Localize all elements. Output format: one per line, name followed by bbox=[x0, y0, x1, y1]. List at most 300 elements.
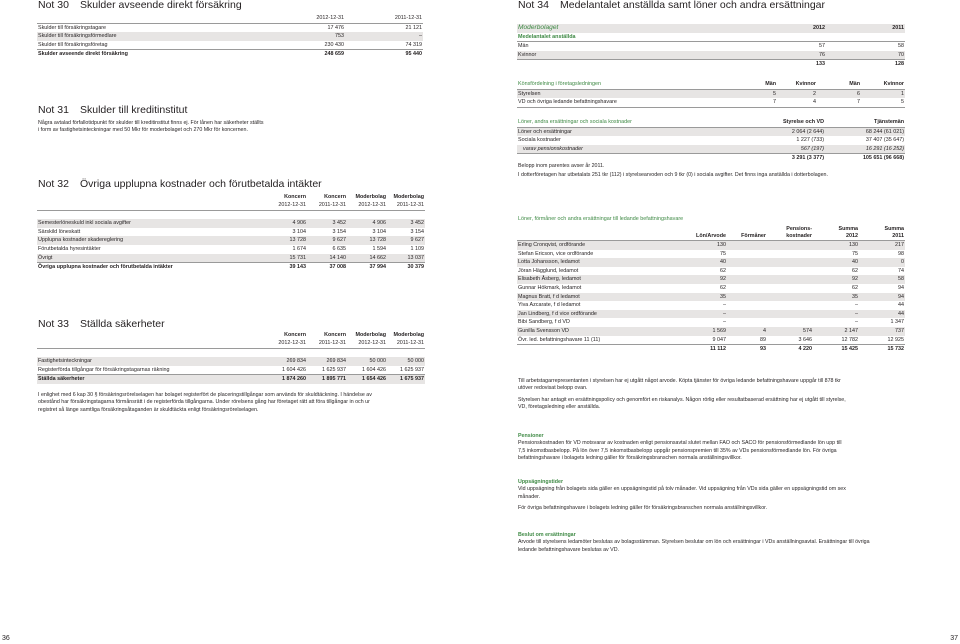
text-line: Till arbetstagarrepresentanten i styrelsen har ej utgått något arvode. Köpta tjänster för övriga ledande befattningshavare uppgår till 878 tkr bbox=[518, 378, 841, 384]
cell bbox=[727, 318, 767, 327]
table-header bbox=[37, 194, 425, 201]
table-row bbox=[37, 219, 425, 228]
table-header bbox=[517, 80, 905, 89]
cell: 1 674 bbox=[292, 245, 306, 252]
cell: 6 635 bbox=[332, 245, 346, 252]
header-cell bbox=[517, 233, 667, 241]
cell: 0 bbox=[859, 258, 905, 267]
cell bbox=[767, 258, 813, 267]
note33-text bbox=[38, 392, 458, 414]
table-row bbox=[37, 357, 425, 366]
header-cell: 2011 bbox=[826, 24, 905, 33]
cell: 39 143 bbox=[289, 264, 306, 271]
cell: 37 994 bbox=[369, 264, 386, 271]
cell: 1 109 bbox=[410, 245, 424, 252]
header-cell: Könsfördelning i företagsledningen bbox=[517, 80, 737, 89]
cell: 567 (197) bbox=[737, 145, 825, 154]
cell: 62 bbox=[720, 267, 726, 274]
row-label: VD och övriga ledande befattningshavare bbox=[517, 98, 737, 107]
page-number: 37 bbox=[950, 635, 958, 642]
note30-heading bbox=[38, 0, 242, 11]
row-label: Övr. led. befattningshavare 11 (11) bbox=[517, 336, 667, 345]
row-label: Gunnar Hökmark, ledamot bbox=[518, 284, 582, 291]
header-cell: Koncern bbox=[284, 194, 306, 200]
cell: 1 bbox=[861, 89, 905, 98]
cell bbox=[767, 267, 813, 276]
cell: 14 662 bbox=[347, 254, 387, 263]
cell: 4 bbox=[727, 327, 767, 336]
header-cell: 2012-12-31 bbox=[347, 339, 387, 348]
cell: 40 bbox=[813, 258, 859, 267]
table-total-row bbox=[37, 50, 423, 59]
cell: 3 104 bbox=[372, 228, 386, 235]
header-cell: Lön/Arvode bbox=[667, 233, 727, 241]
cell: 269 834 bbox=[267, 357, 307, 366]
cell bbox=[727, 293, 767, 302]
cell: 130 bbox=[667, 241, 727, 250]
text-line: Belopp inom parentes avser år 2011. bbox=[518, 163, 605, 169]
text-line: obestånd har försäkringstagarna förmånsrätt i de registerförda tillgångarna. Under rörelsens gång har företaget rätt att föra tillgångar in och ur bbox=[38, 399, 370, 406]
table-row bbox=[517, 275, 905, 284]
table-total-row bbox=[517, 60, 905, 69]
note33-number: Not 33 bbox=[38, 318, 69, 330]
header-cell: 2011-12-31 bbox=[387, 339, 425, 348]
note31-title: Skulder till kreditinstitut bbox=[80, 104, 188, 116]
header-cell: Moderbolag bbox=[393, 332, 424, 338]
cell: 7 bbox=[737, 98, 777, 107]
text-line: Arvode till styrelsens ledamöter beslutas av bolagsstämman. Styrelsen beslutar om lön och ersättningar i VDs anställningsavtal. Ersättningar till övriga bbox=[518, 539, 870, 546]
table-row bbox=[517, 89, 905, 98]
text-line: Vid uppsägning från bolagets sida gäller en uppsägningstid på tolv månader. Vid uppsägning från VDs sida gäller en uppsägningstid om sex bbox=[518, 486, 846, 493]
header-cell: 2012-12-31 bbox=[267, 201, 307, 210]
cell: 9 627 bbox=[307, 236, 347, 245]
cell: 11 112 bbox=[710, 346, 726, 353]
cell: 3 104 bbox=[292, 228, 306, 235]
pay-title: Löner, förmåner och andra ersättningar till ledande befattningshavare bbox=[518, 216, 684, 222]
header-cell: Förmåner bbox=[727, 233, 767, 241]
row-label: Skulder till försäkringsföretag bbox=[37, 41, 267, 50]
cell: 50 000 bbox=[347, 357, 387, 366]
text-line: befattningshavare i bolagets ledning gäller för försäkringsbranschen normala anställningsvillkor. bbox=[518, 455, 742, 462]
row-label bbox=[517, 60, 747, 69]
header-cell bbox=[37, 201, 267, 210]
header-cell: 2012-12-31 bbox=[267, 14, 345, 23]
header-cell bbox=[37, 14, 267, 23]
cell: 68 244 (61 021) bbox=[825, 127, 905, 136]
table-total-row bbox=[517, 345, 905, 354]
pay-table bbox=[517, 226, 905, 354]
header-cell: Kvinnor bbox=[861, 80, 905, 89]
table-row bbox=[517, 318, 905, 327]
text-line: Några avtalad förfallotidpunkt för skulder till kreditinstitut finns ej. För lånen har säkerheter ställts bbox=[38, 120, 264, 126]
cell: 1 227 (733) bbox=[796, 137, 824, 144]
section-heading: Beslut om ersättningar bbox=[518, 532, 576, 538]
decision-section bbox=[518, 532, 938, 554]
cell: 12 782 bbox=[813, 336, 859, 345]
cell: 35 bbox=[813, 293, 859, 302]
header-cell: Män bbox=[737, 80, 777, 89]
cell: 37 407 (35 647) bbox=[865, 137, 904, 144]
cell: 75 bbox=[852, 250, 858, 257]
cell: 1 895 771 bbox=[307, 375, 347, 384]
row-label: Gunilla Svensson VD bbox=[517, 327, 667, 336]
row-label: Semesterlöneskuld inkl sociala avgifter bbox=[37, 219, 267, 228]
table-row bbox=[517, 327, 905, 336]
header-cell: Män bbox=[817, 80, 861, 89]
cell: 94 bbox=[898, 284, 904, 291]
row-label: Registerförda tillgångar för försäkringstagarnas räkning bbox=[37, 366, 267, 375]
text-line: utöver redovisat belopp ovan. bbox=[518, 385, 588, 392]
cell bbox=[727, 250, 767, 259]
row-label: Män bbox=[518, 43, 529, 50]
row-label: Jan Lindberg, f d vice ordförande bbox=[517, 310, 667, 319]
cell: 75 bbox=[720, 250, 726, 257]
table-total-row bbox=[517, 154, 905, 163]
header-cell: 2012-12-31 bbox=[347, 201, 387, 210]
table-row bbox=[517, 258, 905, 267]
cell bbox=[767, 250, 813, 259]
cell: 4 bbox=[777, 98, 817, 107]
cell: – bbox=[855, 319, 858, 326]
header-cell: Löner, andra ersättningar och sociala kostnader bbox=[517, 118, 737, 127]
cell: 21 121 bbox=[405, 24, 422, 31]
text-line: För övriga befattningshavare i bolagets ledning gäller för försäkringsbranschen normala anställningsvillkor. bbox=[518, 505, 768, 512]
row-label: Yiva Azcarate, f d ledamot bbox=[518, 302, 581, 309]
cell: 3 452 bbox=[307, 219, 347, 228]
cell: 133 bbox=[816, 61, 825, 68]
row-label: Jöran Hägglund, ledamot bbox=[518, 267, 579, 274]
cell: 3 291 (3 377) bbox=[791, 155, 824, 162]
table-row bbox=[517, 145, 905, 154]
cell: 1 604 426 bbox=[347, 366, 387, 375]
cell: 248 659 bbox=[324, 51, 344, 58]
row-label: varav pensionskostnader bbox=[517, 145, 737, 154]
note34-number: Not 34 bbox=[518, 0, 549, 11]
table-row bbox=[37, 23, 423, 32]
row-label: Skulder till försäkringstagare bbox=[38, 24, 107, 31]
table-row bbox=[37, 366, 425, 375]
section-label: Medelantalet anställda bbox=[517, 33, 905, 42]
salaries-table bbox=[517, 118, 905, 163]
cell: – bbox=[345, 32, 423, 41]
cell: 58 bbox=[898, 43, 904, 50]
cell: 4 906 bbox=[267, 219, 307, 228]
cell: 1 569 bbox=[667, 327, 727, 336]
cell bbox=[767, 310, 813, 319]
header-cell: Summa bbox=[838, 226, 858, 232]
cell: 70 bbox=[826, 51, 905, 60]
header-cell: 2011-12-31 bbox=[345, 14, 423, 23]
table-row bbox=[517, 293, 905, 302]
note30-title: Skulder avseende direkt försäkring bbox=[80, 0, 242, 11]
cell: 1 874 260 bbox=[267, 375, 307, 384]
cell: – bbox=[723, 302, 726, 309]
header-cell bbox=[37, 194, 267, 201]
cell: 7 bbox=[817, 98, 861, 107]
cell: – bbox=[723, 319, 726, 326]
cell: 37 008 bbox=[329, 264, 346, 271]
row-label: Elisabeth Åsberg, ledamot bbox=[517, 275, 667, 284]
text-line: i form av fastighetsinteckningar med 50 Mkr för moderbolaget och 270 Mkr för koncernen. bbox=[38, 127, 248, 134]
cell: 93 bbox=[760, 346, 766, 353]
table-row bbox=[517, 51, 905, 60]
row-label: Sociala kostnader bbox=[518, 137, 561, 144]
row-label: Övriga upplupna kostnader och förutbetalda intäkter bbox=[38, 264, 173, 271]
header-cell: 2012-12-31 bbox=[267, 339, 307, 348]
header-cell: Moderbolag bbox=[393, 194, 424, 200]
cell bbox=[767, 275, 813, 284]
note33-title: Ställda säkerheter bbox=[80, 318, 165, 330]
cell: 57 bbox=[819, 43, 825, 50]
text-line: registret så länge samtliga försäkringsåtaganden är skuldtäckta enligt försäkringsrörelselagen. bbox=[38, 406, 259, 413]
header-cell: Summa bbox=[884, 226, 904, 232]
page-number: 36 bbox=[2, 635, 10, 642]
cell: 15 732 bbox=[887, 346, 904, 353]
header-cell bbox=[667, 226, 727, 233]
note30-table bbox=[37, 14, 423, 59]
cell bbox=[767, 284, 813, 293]
header-cell: 2012 bbox=[747, 24, 826, 33]
header-cell: 2011 bbox=[859, 233, 905, 241]
cell: 130 bbox=[813, 241, 859, 250]
cell: 4 220 bbox=[798, 346, 812, 353]
table-header bbox=[37, 201, 425, 210]
row-label: Löner och ersättningar bbox=[517, 127, 737, 136]
row-label: Lotta Johansson, ledamot bbox=[517, 258, 667, 267]
note31-number: Not 31 bbox=[38, 104, 69, 116]
cell: 13 728 bbox=[347, 236, 387, 245]
table-row bbox=[517, 127, 905, 136]
cell: 95 440 bbox=[405, 51, 422, 58]
header-cell: Koncern bbox=[324, 194, 346, 200]
cell: 16 291 (16 252) bbox=[825, 145, 905, 154]
row-label: Kvinnor bbox=[517, 51, 747, 60]
cell: 3 154 bbox=[332, 228, 346, 235]
table-row bbox=[37, 254, 425, 263]
note34-title: Medelantalet anställda samt löner och andra ersättningar bbox=[560, 0, 825, 11]
row-label: Upplupna kostnader skadereglering bbox=[37, 236, 267, 245]
header-cell: Moderbolag bbox=[355, 194, 386, 200]
cell: 74 319 bbox=[345, 41, 423, 50]
cell bbox=[767, 241, 813, 250]
header-cell: 2011-12-31 bbox=[307, 201, 347, 210]
cell: 50 000 bbox=[387, 357, 425, 366]
header-cell: Moderbolag bbox=[355, 332, 386, 338]
cell: 58 bbox=[859, 275, 905, 284]
cell: 14 140 bbox=[307, 254, 347, 263]
note31-text bbox=[38, 120, 438, 135]
header-cell: Koncern bbox=[324, 332, 346, 338]
gender-table bbox=[517, 80, 905, 108]
cell: 1 347 bbox=[890, 319, 904, 326]
table-row bbox=[517, 98, 905, 107]
table-row bbox=[37, 228, 425, 237]
row-label: Övrigt bbox=[37, 254, 267, 263]
section-heading: Pensioner bbox=[518, 433, 544, 439]
cell: 5 bbox=[737, 89, 777, 98]
cell bbox=[727, 267, 767, 276]
table-header bbox=[37, 339, 425, 348]
table-row bbox=[517, 241, 905, 250]
header-cell: kostnader bbox=[767, 233, 813, 241]
cell: 76 bbox=[747, 51, 826, 60]
cell: – bbox=[667, 310, 727, 319]
cell: 3 154 bbox=[410, 228, 424, 235]
table-header bbox=[37, 14, 423, 23]
table-header bbox=[517, 233, 905, 241]
note33-table bbox=[37, 332, 425, 384]
header-cell bbox=[37, 339, 267, 348]
cell: 17 476 bbox=[327, 24, 344, 31]
cell: 230 430 bbox=[267, 41, 345, 50]
cell: 2 147 bbox=[813, 327, 859, 336]
table-row bbox=[517, 301, 905, 310]
table-row bbox=[517, 267, 905, 276]
cell: 15 731 bbox=[267, 254, 307, 263]
cell: 4 906 bbox=[347, 219, 387, 228]
cell: 217 bbox=[859, 241, 905, 250]
cell: 44 bbox=[859, 310, 905, 319]
cell: 2 bbox=[777, 89, 817, 98]
header-cell bbox=[517, 226, 667, 233]
cell: 1 604 426 bbox=[267, 366, 307, 375]
row-label bbox=[517, 154, 737, 163]
header-cell: Pensions- bbox=[786, 226, 812, 232]
note32-number: Not 32 bbox=[38, 178, 69, 190]
cell: 74 bbox=[898, 267, 904, 274]
cell: 1 675 937 bbox=[387, 375, 425, 384]
cell: 9 627 bbox=[387, 236, 425, 245]
cell: 62 bbox=[720, 284, 726, 291]
cell: 3 452 bbox=[387, 219, 425, 228]
cell: 6 bbox=[817, 89, 861, 98]
cell: 35 bbox=[667, 293, 727, 302]
note32-heading bbox=[38, 178, 322, 190]
row-label: Skulder till försäkringsförmedlare bbox=[37, 32, 267, 41]
pay-table-body bbox=[517, 241, 905, 354]
policy-text bbox=[518, 378, 938, 412]
employees-table bbox=[517, 24, 905, 69]
header-cell bbox=[37, 332, 267, 339]
cell: 30 379 bbox=[407, 264, 424, 271]
cell: 1 625 937 bbox=[307, 366, 347, 375]
cell: 94 bbox=[859, 293, 905, 302]
header-cell: 2011-12-31 bbox=[387, 201, 425, 210]
row-label: Erling Cronqvist, ordförande bbox=[517, 241, 667, 250]
note30-number: Not 30 bbox=[38, 0, 69, 11]
note34-heading bbox=[518, 0, 825, 11]
cell: 1 594 bbox=[372, 245, 386, 252]
table-row bbox=[37, 41, 423, 50]
row-label: Bibi Sandberg, f d VD bbox=[518, 319, 570, 326]
table-header bbox=[37, 332, 425, 339]
note32-title: Övriga upplupna kostnader och förutbetalda intäkter bbox=[80, 178, 322, 190]
salaries-notes bbox=[518, 163, 938, 180]
header-cell: Tjänstemän bbox=[825, 118, 905, 127]
cell: 62 bbox=[852, 284, 858, 291]
note31-heading bbox=[38, 104, 187, 116]
row-label: Ställda säkerheter bbox=[37, 375, 267, 384]
cell: 92 bbox=[667, 275, 727, 284]
table-row bbox=[517, 42, 905, 51]
text-line: VD, företagsledning eller anställda. bbox=[518, 404, 601, 411]
cell: 5 bbox=[861, 98, 905, 107]
cell bbox=[727, 284, 767, 293]
cell: 44 bbox=[898, 302, 904, 309]
row-label: Styrelsen bbox=[517, 89, 737, 98]
table-header bbox=[517, 118, 905, 127]
table-total-row bbox=[37, 375, 425, 384]
header-cell: 2011-12-31 bbox=[307, 339, 347, 348]
row-label: Fastighetsinteckningar bbox=[37, 357, 267, 366]
cell: 3 646 bbox=[767, 336, 813, 345]
table-subheader bbox=[517, 33, 905, 42]
table-row bbox=[37, 32, 423, 41]
right-page bbox=[480, 0, 960, 644]
cell: 128 bbox=[895, 61, 904, 68]
cell: 13 037 bbox=[387, 254, 425, 263]
notice-section bbox=[518, 479, 938, 513]
cell bbox=[767, 301, 813, 310]
cell bbox=[727, 301, 767, 310]
row-label: Förutbetalda hyresintäkter bbox=[38, 245, 101, 252]
table-row bbox=[517, 284, 905, 293]
text-line: ledande befattningshavare beslutas av VD. bbox=[518, 546, 620, 553]
text-line: Pensionskostnaden för VD motsvarar av kostnaden enligt pensionsavtal slutet mellan FAO och SACO för pensionsförmedlande lön upp till bbox=[518, 440, 842, 447]
cell bbox=[767, 318, 813, 327]
cell: 9 047 bbox=[667, 336, 727, 345]
header-cell: 2012 bbox=[813, 233, 859, 241]
cell: 105 651 (96 668) bbox=[862, 155, 904, 162]
text-line: I dotterföretagen har utbetalats 251 tkr (112) i styrelsearvoden och 9 tkr (0) i sociala avgifter. Det finns inga anställda i dotterbolagen. bbox=[518, 172, 828, 179]
cell: – bbox=[855, 302, 858, 309]
cell bbox=[727, 241, 767, 250]
table-total-row bbox=[37, 263, 425, 272]
row-label bbox=[517, 345, 667, 354]
text-line: I enlighet med 6 kap 30 § försäkringsrörelselagen har bolaget registerfört de placeringstillgångar som används för skuldtäckning. I händelse av bbox=[38, 392, 372, 398]
cell bbox=[767, 293, 813, 302]
cell: 574 bbox=[767, 327, 813, 336]
header-cell: Koncern bbox=[284, 332, 306, 338]
cell bbox=[727, 258, 767, 267]
table-row bbox=[37, 236, 425, 245]
table-row bbox=[517, 136, 905, 145]
cell: 40 bbox=[667, 258, 727, 267]
cell: 89 bbox=[727, 336, 767, 345]
pension-section bbox=[518, 433, 938, 463]
cell: 1 654 426 bbox=[347, 375, 387, 384]
cell: 2 064 (2 644) bbox=[737, 127, 825, 136]
header-cell: Kvinnor bbox=[777, 80, 817, 89]
company-heading: Moderbolaget bbox=[517, 24, 747, 33]
note33-heading bbox=[38, 318, 165, 330]
cell: 753 bbox=[267, 32, 345, 41]
section-heading: Uppsägningstider bbox=[518, 479, 564, 485]
cell: 98 bbox=[898, 250, 904, 257]
cell: 737 bbox=[859, 327, 905, 336]
table-header bbox=[517, 226, 905, 233]
row-label: Magnus Bratt, f d ledamot bbox=[517, 293, 667, 302]
cell: 92 bbox=[813, 275, 859, 284]
table-header bbox=[517, 24, 905, 33]
table-row bbox=[517, 250, 905, 259]
note32-table bbox=[37, 194, 425, 272]
header-cell bbox=[727, 226, 767, 233]
text-line: 7,5 inkomstbasbelopp. På lön över 7,5 inkomstbasbelopp uppgår pensionspremien till 35% av VDs pensionsförmedlande lön. För övriga bbox=[518, 447, 837, 454]
row-label: Skulder avseende direkt försäkring bbox=[38, 51, 128, 58]
cell: 62 bbox=[852, 267, 858, 274]
cell: – bbox=[813, 310, 859, 319]
